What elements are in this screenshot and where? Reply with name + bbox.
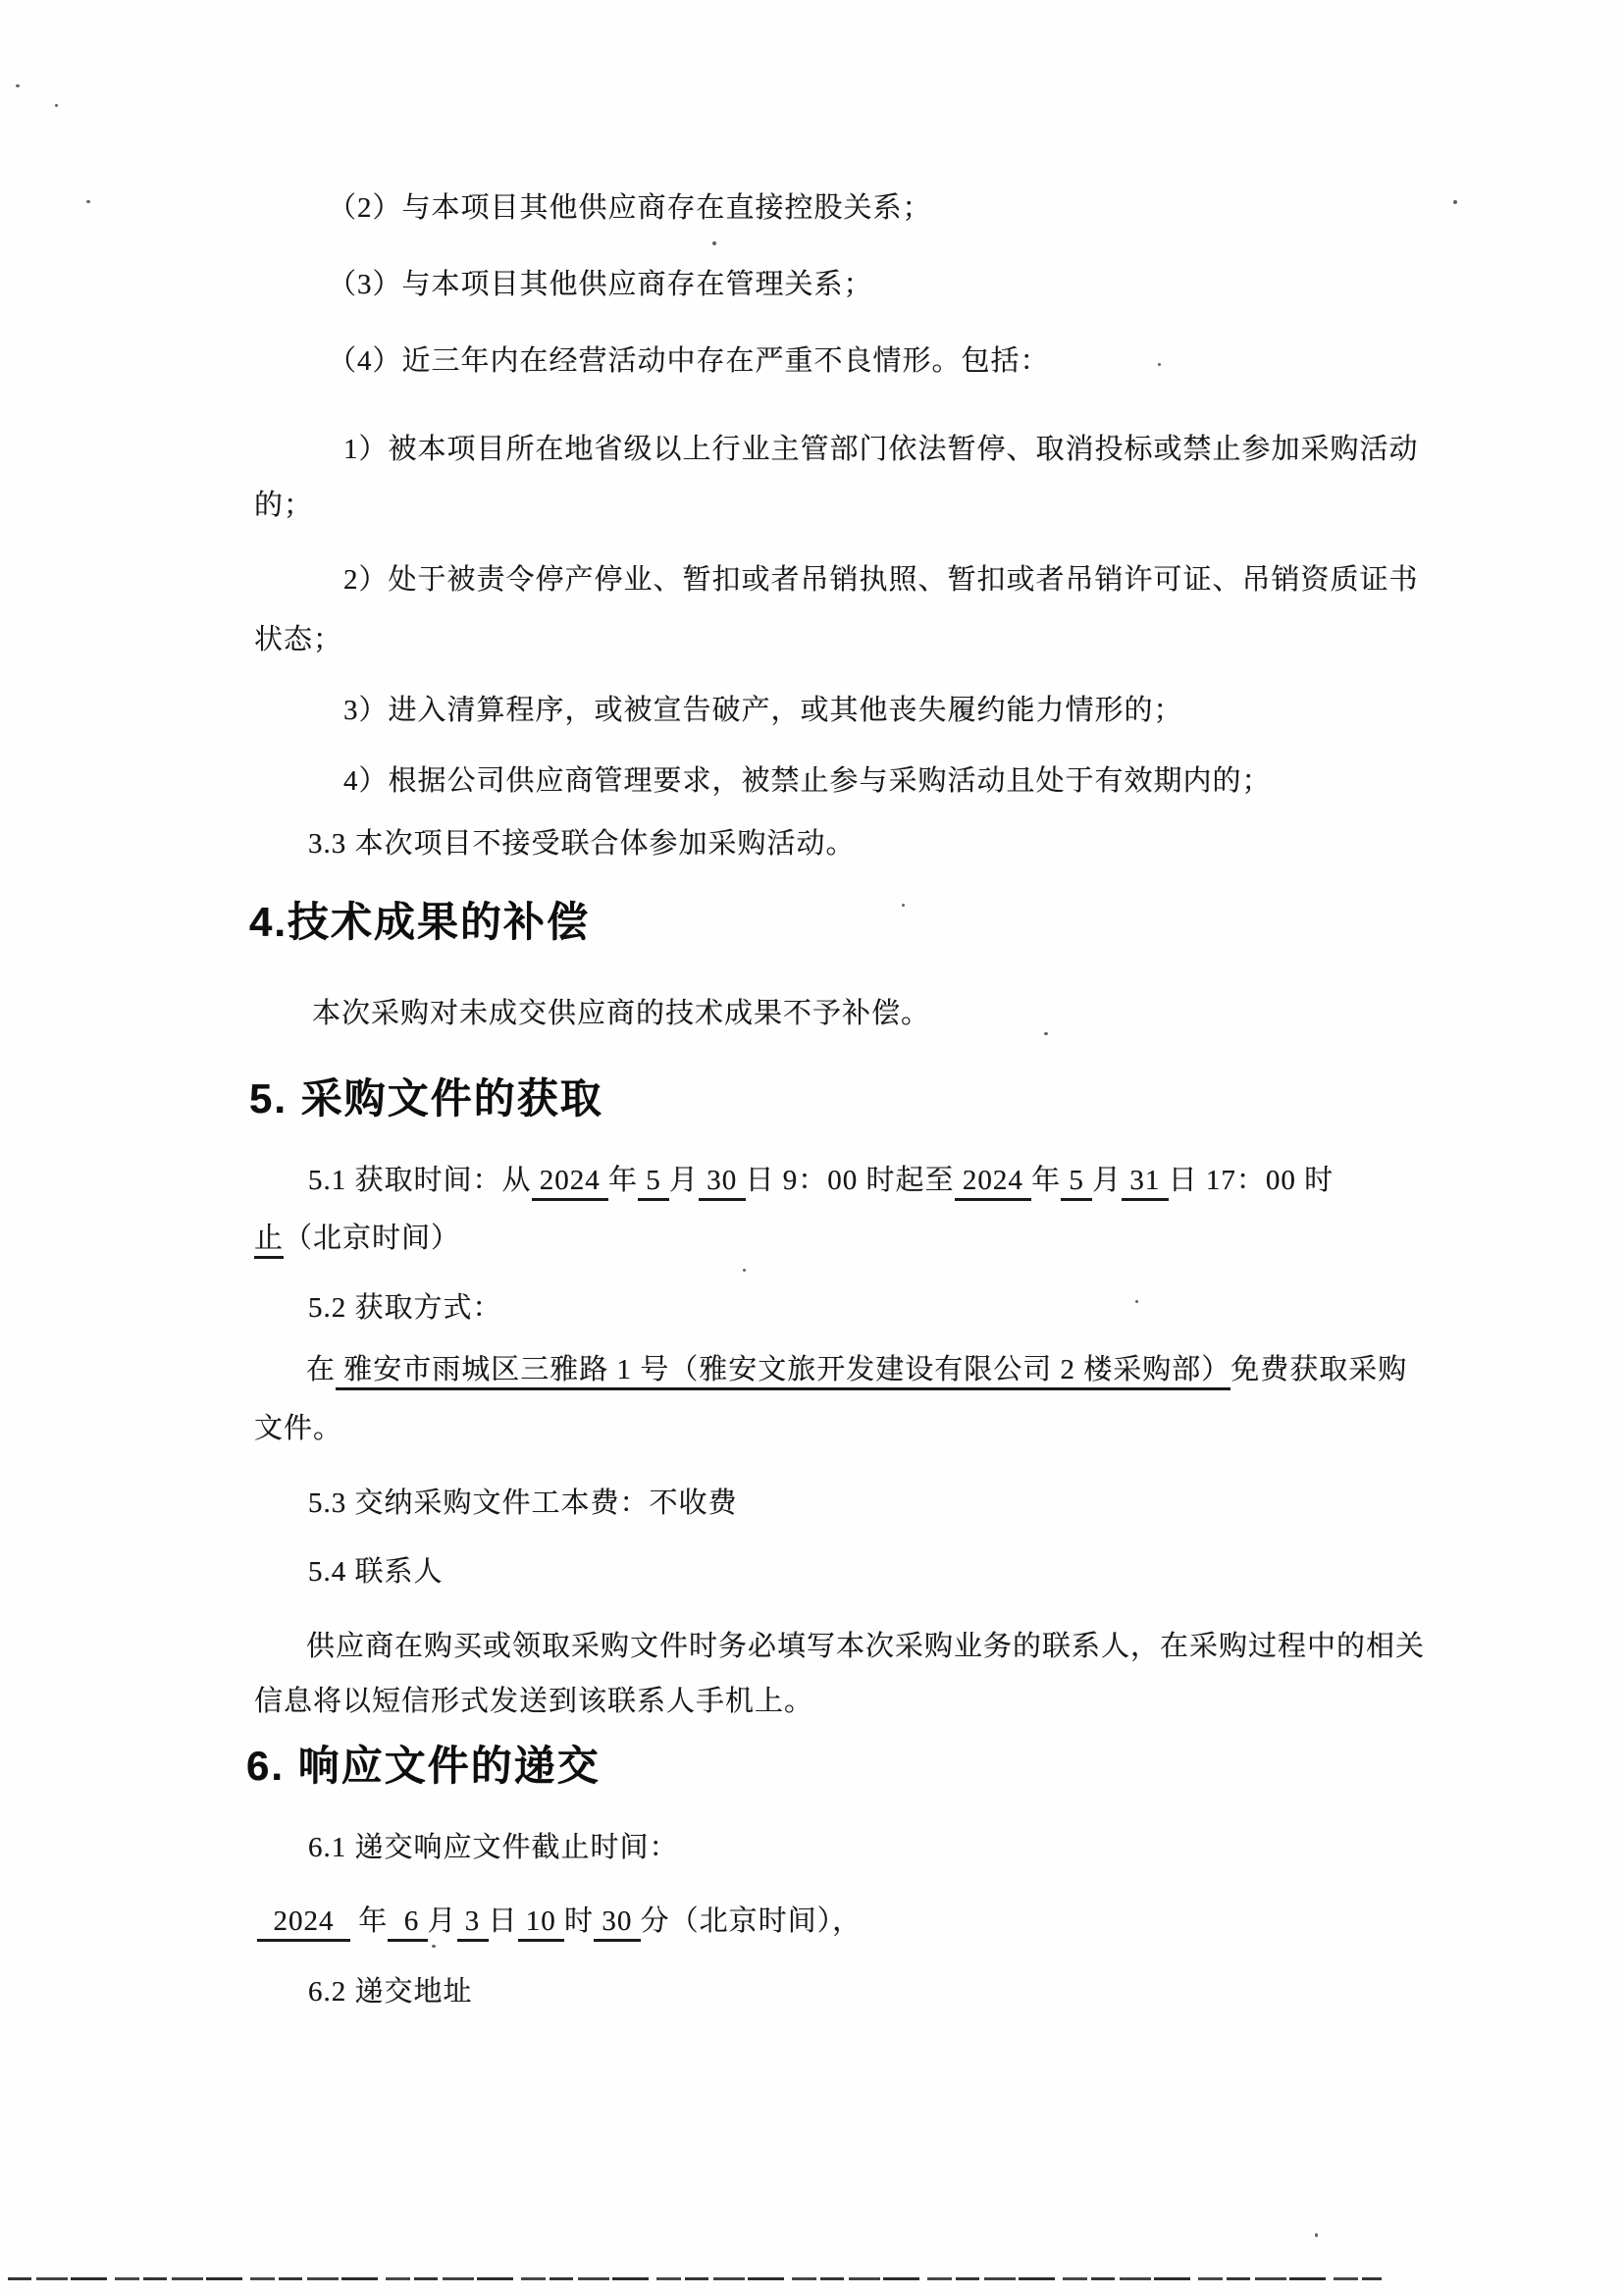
text-segment: 分（北京时间）， [640, 1905, 863, 1937]
blank-filled-value: 31 [1122, 1165, 1169, 1201]
clause-3-3: 3.3 本次项目不接受联合体参加采购活动。 [308, 828, 856, 860]
clause-item-4: （4）近三年内在经营活动中存在严重不良情形。包括： [328, 345, 1050, 377]
text-segment: 5.1 获取时间：从 [308, 1165, 532, 1196]
scan-speck [1044, 1032, 1048, 1035]
clause-sub-2-line-1: 2）处于被责令停产停业、暂扣或者吊销执照、暂扣或者吊销许可证、吊销资质证书 [343, 564, 1419, 596]
clause-sub-1-line-2: 的； [254, 490, 314, 521]
blank-filled-value: 2024 [532, 1165, 609, 1201]
blank-filled-value: 6 [388, 1905, 427, 1942]
blank-filled-value: 30 [699, 1165, 746, 1201]
blank-filled-value: 3 [457, 1905, 489, 1942]
blank-filled-value: 2024 [257, 1905, 350, 1942]
text-segment: 日 17：00 时 [1168, 1165, 1335, 1196]
text-segment: 日 [488, 1905, 518, 1937]
text-segment: 月 [427, 1905, 457, 1937]
scan-speck [712, 241, 716, 245]
text-segment: 时 [564, 1905, 595, 1937]
contact-note-line-2: 信息将以短信形式发送到该联系人手机上。 [254, 1686, 814, 1717]
clause-6-2: 6.2 递交地址 [308, 1976, 473, 2008]
heading-section-6: 6. 响应文件的递交 [246, 1743, 601, 1789]
address-line-1 [306, 1350, 1407, 1389]
scan-speck [1135, 1300, 1138, 1303]
scan-speck [1315, 2233, 1318, 2237]
scan-speck [432, 1945, 436, 1948]
clause-sub-2-line-2: 状态； [254, 624, 343, 655]
heading-section-4: 4.技术成果的补偿 [249, 899, 591, 945]
text-segment: 年 [1031, 1165, 1062, 1196]
text-segment: 免费获取采购 [1230, 1354, 1408, 1385]
clause-item-3: （3）与本项目其他供应商存在管理关系； [328, 269, 873, 300]
scan-speck [55, 104, 58, 107]
blank-filled-value: 雅安市雨城区三雅路 1 号（雅安文旅开发建设有限公司 2 楼采购部） [336, 1354, 1230, 1390]
scan-speck [743, 1269, 746, 1272]
blank-filled-value: 30 [594, 1905, 641, 1942]
text-segment: 月 [669, 1165, 700, 1196]
blank-filled-value: 止 [254, 1223, 284, 1259]
scan-speck [902, 904, 905, 907]
scan-speck [1158, 363, 1161, 366]
text-segment: 在 [306, 1354, 337, 1385]
clause-5-3: 5.3 交纳采购文件工本费：不收费 [308, 1487, 738, 1519]
scan-speck [86, 200, 90, 203]
heading-section-5: 5. 采购文件的获取 [249, 1075, 603, 1122]
clause-sub-4: 4）根据公司供应商管理要求，被禁止参与采购活动且处于有效期内的； [343, 765, 1272, 797]
clause-6-1: 6.1 递交响应文件截止时间： [308, 1832, 679, 1863]
clause-5-2: 5.2 获取方式： [308, 1292, 502, 1324]
compensation-text: 本次采购对未成交供应商的技术成果不予补偿。 [312, 998, 931, 1029]
clause-5-1-line-1 [308, 1161, 1334, 1200]
text-segment: （北京时间） [284, 1223, 461, 1254]
address-line-2: 文件。 [254, 1413, 343, 1444]
deadline-date-line [257, 1902, 862, 1941]
text-segment: 日 9：00 时起至 [745, 1165, 955, 1196]
text-segment: 月 [1092, 1165, 1123, 1196]
blank-filled-value: 2024 [955, 1165, 1032, 1201]
contact-note-line-1: 供应商在购买或领取采购文件时务必填写本次采购业务的联系人，在采购过程中的相关 [306, 1631, 1426, 1662]
clause-5-1-line-2 [254, 1219, 460, 1258]
scan-artifact-line [8, 2277, 1382, 2280]
text-segment: 年 [350, 1905, 389, 1937]
scan-speck [1453, 200, 1457, 204]
blank-filled-value: 5 [638, 1165, 669, 1201]
scan-speck [16, 84, 20, 87]
clause-sub-3: 3）进入清算程序，或被宣告破产，或其他丧失履约能力情形的； [343, 695, 1183, 726]
blank-filled-value: 5 [1061, 1165, 1092, 1201]
clause-sub-1-line-1: 1）被本项目所在地省级以上行业主管部门依法暂停、取消投标或禁止参加采购活动 [343, 434, 1419, 465]
text-segment: 年 [608, 1165, 639, 1196]
clause-item-2: （2）与本项目其他供应商存在直接控股关系； [328, 192, 932, 224]
clause-5-4: 5.4 联系人 [308, 1556, 444, 1588]
blank-filled-value: 10 [518, 1905, 565, 1942]
